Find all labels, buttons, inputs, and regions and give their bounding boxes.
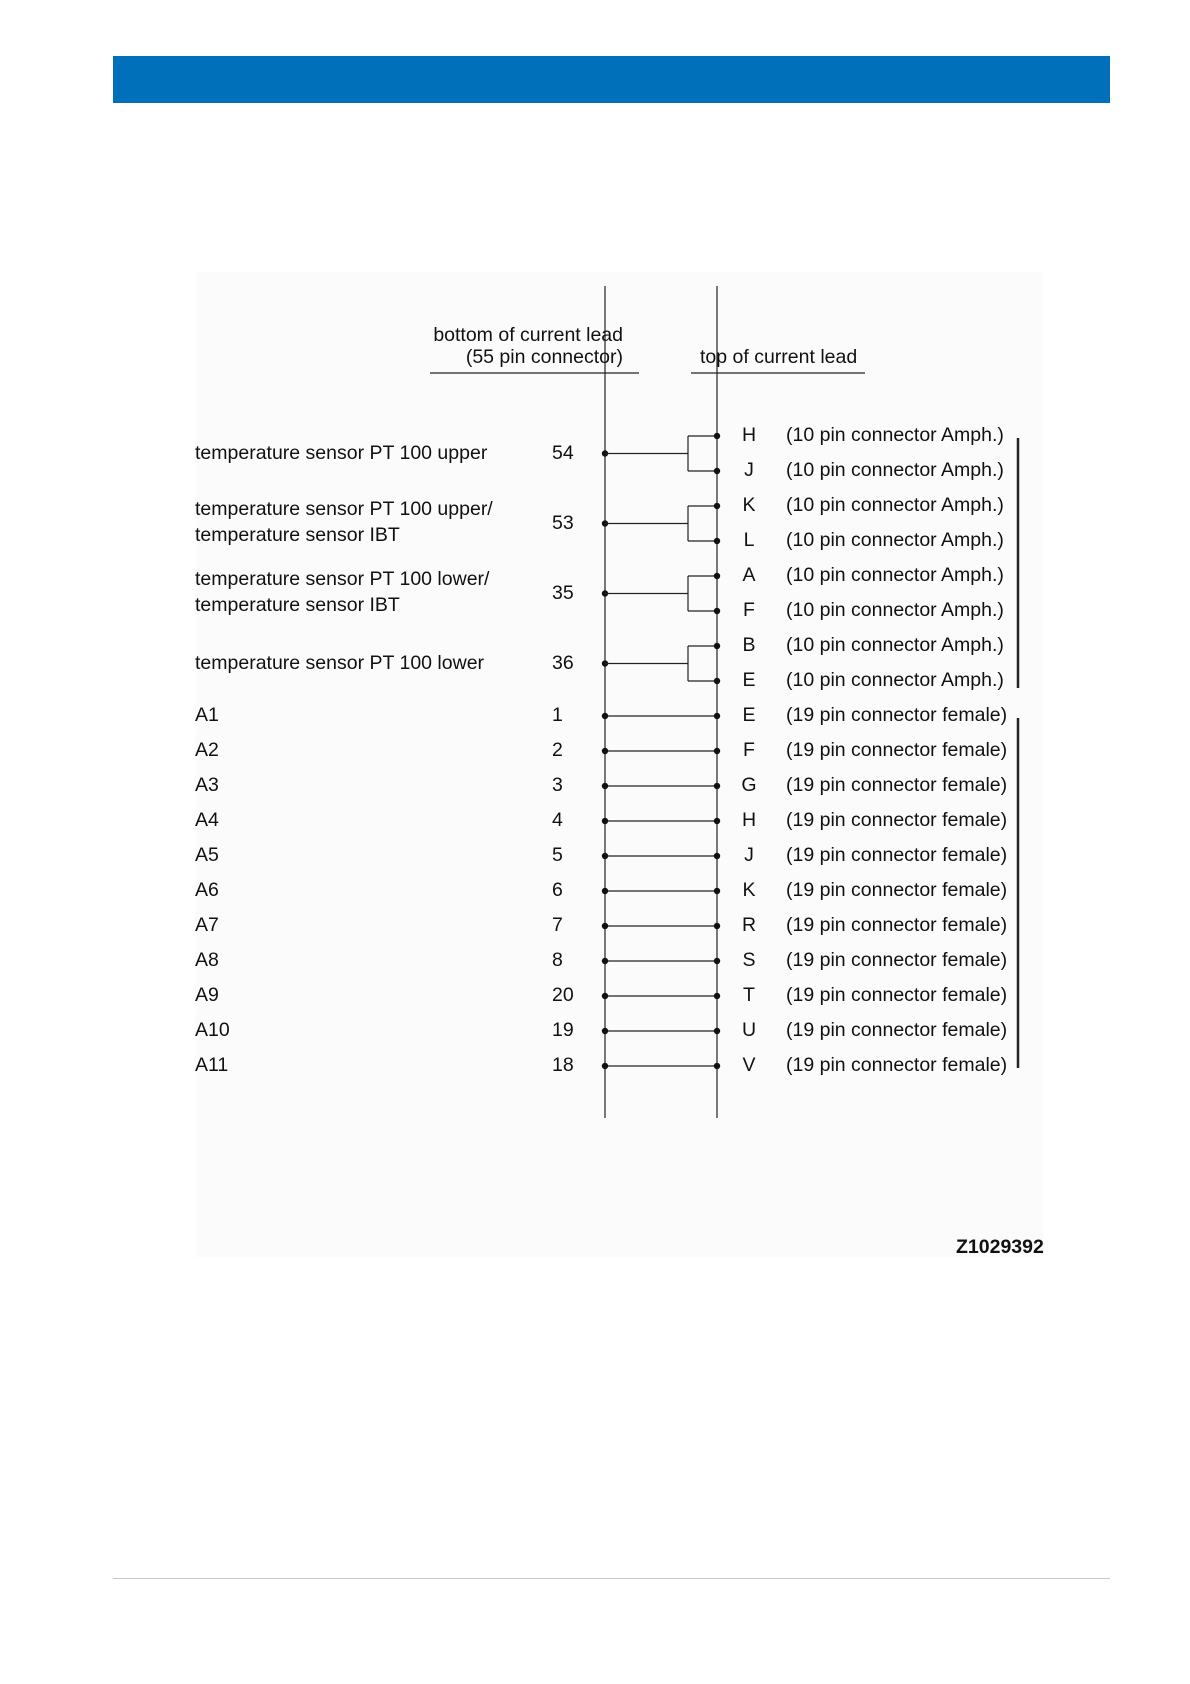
pin-number: 6 bbox=[552, 879, 563, 901]
connector-letter: K bbox=[742, 494, 756, 516]
connector-description: (10 pin connector Amph.) bbox=[786, 529, 1004, 551]
pin-number: 35 bbox=[552, 581, 574, 604]
junction-dot bbox=[602, 1028, 608, 1034]
connector-dot bbox=[714, 958, 720, 964]
pin-number: 3 bbox=[552, 774, 563, 796]
pin-number: 20 bbox=[552, 984, 574, 1006]
connector-dot bbox=[714, 1063, 720, 1069]
connector-dot bbox=[714, 923, 720, 929]
connector-description: (19 pin connector female) bbox=[786, 704, 1008, 726]
signal-label: A9 bbox=[195, 984, 219, 1006]
connector-letter: V bbox=[742, 1054, 756, 1076]
connector-letter: E bbox=[742, 669, 756, 691]
connector-dot bbox=[714, 678, 720, 684]
connector-dot bbox=[714, 818, 720, 824]
connector-dot bbox=[714, 993, 720, 999]
connector-letter: T bbox=[743, 984, 755, 1006]
junction-dot bbox=[602, 713, 608, 719]
connector-description: (10 pin connector Amph.) bbox=[786, 459, 1004, 481]
connector-description: (10 pin connector Amph.) bbox=[786, 494, 1004, 516]
connector-dot bbox=[714, 573, 720, 579]
signal-label: A4 bbox=[195, 809, 219, 831]
connector-description: (19 pin connector female) bbox=[786, 984, 1008, 1006]
connector-letter: H bbox=[741, 424, 757, 446]
sensor-label: temperature sensor IBT bbox=[195, 593, 400, 616]
connector-dot bbox=[714, 433, 720, 439]
connector-description: (19 pin connector female) bbox=[786, 774, 1008, 796]
connector-description: (19 pin connector female) bbox=[786, 914, 1008, 936]
pin-number: 4 bbox=[552, 809, 563, 831]
connector-letter: J bbox=[744, 459, 754, 481]
connector-letter: F bbox=[743, 739, 755, 761]
connector-dot bbox=[714, 608, 720, 614]
junction-dot bbox=[602, 993, 608, 999]
sensor-label: temperature sensor PT 100 lower bbox=[195, 651, 485, 674]
figure-id: Z1029392 bbox=[956, 1236, 1044, 1258]
pin-number: 5 bbox=[552, 844, 563, 866]
connector-letter: S bbox=[742, 949, 756, 971]
connector-letter: H bbox=[741, 809, 757, 831]
signal-label: A3 bbox=[195, 774, 219, 796]
connector-dot bbox=[714, 748, 720, 754]
signal-label: A8 bbox=[195, 949, 219, 971]
connector-description: (19 pin connector female) bbox=[786, 1019, 1008, 1041]
pin-number: 36 bbox=[552, 651, 574, 674]
bottom-header-line1: bottom of current lead bbox=[433, 324, 623, 346]
connector-description: (19 pin connector female) bbox=[786, 739, 1008, 761]
connector-letter: B bbox=[742, 634, 756, 656]
pin-number: 19 bbox=[552, 1019, 574, 1041]
pin-number: 2 bbox=[552, 739, 563, 761]
top-header: top of current lead bbox=[700, 346, 858, 368]
connector-dot bbox=[714, 503, 720, 509]
connector-letter: U bbox=[741, 1019, 757, 1041]
connector-description: (10 pin connector Amph.) bbox=[786, 669, 1004, 691]
connector-dot bbox=[714, 643, 720, 649]
connector-dot bbox=[714, 713, 720, 719]
bottom-header-line2: (55 pin connector) bbox=[465, 346, 623, 369]
signal-label: A2 bbox=[195, 739, 219, 761]
pin-number: 53 bbox=[552, 511, 574, 534]
pin-number: 1 bbox=[552, 704, 563, 726]
pin-number: 54 bbox=[552, 441, 574, 464]
junction-dot bbox=[602, 818, 608, 824]
connector-letter: K bbox=[742, 879, 756, 901]
sensor-label: temperature sensor PT 100 upper/ bbox=[195, 497, 493, 520]
signal-label: A1 bbox=[195, 704, 219, 726]
connector-description: (19 pin connector female) bbox=[786, 949, 1008, 971]
junction-dot bbox=[602, 853, 608, 859]
connector-dot bbox=[714, 1028, 720, 1034]
connector-description: (10 pin connector Amph.) bbox=[786, 564, 1004, 586]
connector-dot bbox=[714, 538, 720, 544]
sensor-label: temperature sensor PT 100 lower/ bbox=[195, 567, 490, 590]
connector-letter: E bbox=[742, 704, 756, 726]
signal-label: A10 bbox=[195, 1019, 230, 1041]
junction-dot bbox=[602, 1063, 608, 1069]
sensor-label: temperature sensor PT 100 upper bbox=[195, 441, 488, 464]
connector-description: (19 pin connector female) bbox=[786, 809, 1008, 831]
pin-number: 18 bbox=[552, 1054, 574, 1076]
connector-letter: L bbox=[743, 529, 755, 551]
signal-label: A6 bbox=[195, 879, 219, 901]
connector-description: (19 pin connector female) bbox=[786, 1054, 1008, 1076]
junction-dot bbox=[602, 888, 608, 894]
pin-number: 7 bbox=[552, 914, 563, 936]
signal-label: A7 bbox=[195, 914, 219, 936]
connector-dot bbox=[714, 853, 720, 859]
connector-letter: F bbox=[743, 599, 755, 621]
connector-letter: G bbox=[741, 774, 757, 796]
connector-dot bbox=[714, 888, 720, 894]
connector-letter: J bbox=[744, 844, 754, 866]
bottom-header bbox=[433, 324, 623, 369]
signal-label: A11 bbox=[195, 1054, 229, 1076]
connector-letter: A bbox=[742, 564, 756, 586]
connector-dot bbox=[714, 783, 720, 789]
connector-description: (10 pin connector Amph.) bbox=[786, 599, 1004, 621]
junction-dot bbox=[602, 783, 608, 789]
footer-rule bbox=[113, 1578, 1110, 1579]
junction-dot bbox=[602, 748, 608, 754]
connector-description: (19 pin connector female) bbox=[786, 844, 1008, 866]
signal-label: A5 bbox=[195, 844, 219, 866]
connector-dot bbox=[714, 468, 720, 474]
junction-dot bbox=[602, 923, 608, 929]
connector-description: (10 pin connector Amph.) bbox=[786, 424, 1004, 446]
connector-letter: R bbox=[741, 914, 757, 936]
connector-description: (19 pin connector female) bbox=[786, 879, 1008, 901]
pin-number: 8 bbox=[552, 949, 563, 971]
sensor-label: temperature sensor IBT bbox=[195, 523, 400, 546]
connector-description: (10 pin connector Amph.) bbox=[786, 634, 1004, 656]
junction-dot bbox=[602, 958, 608, 964]
